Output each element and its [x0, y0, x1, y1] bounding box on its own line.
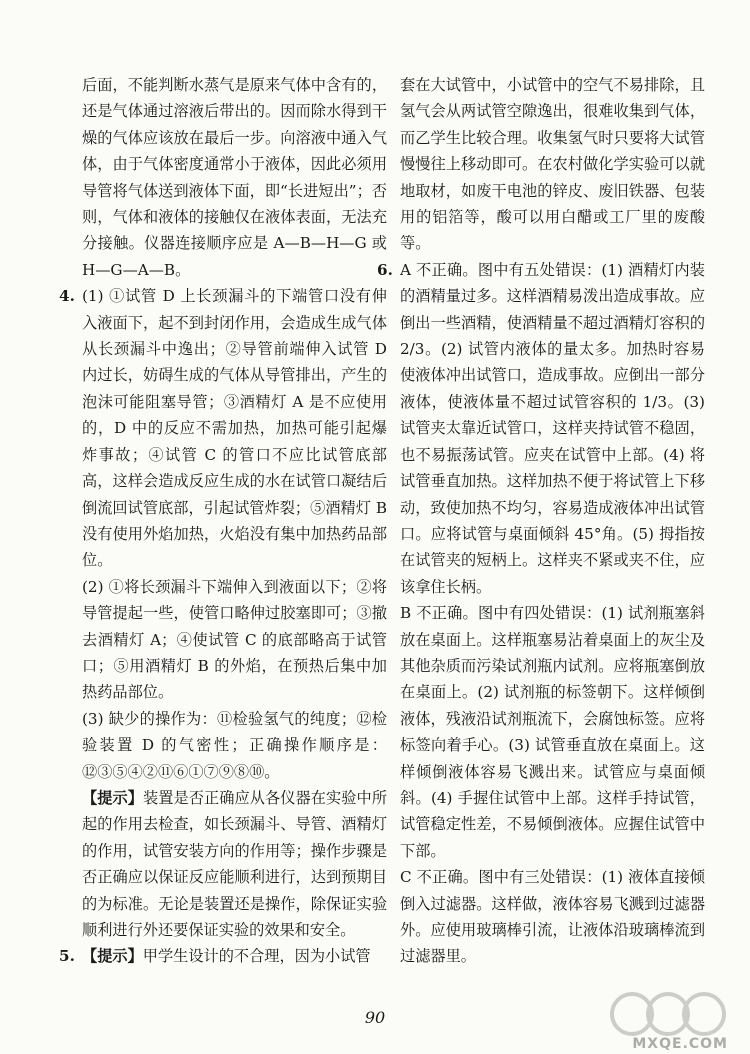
- answer-q6-a-text: A 不正确。图中有五处错误：(1) 酒精灯内装的酒精量过多。这样酒精易泼出造成事故。应倒出一些酒精，使酒精量不超过酒精灯容积的 2/3。(2) 试管内液体的量太多。加热时容易使液体冲出试管口，造成事故。应倒出一部分液体，使液体量不超过试管容积的 1/3。(3) 试管夹太靠近试管口，这样夹持试管不稳固，也不易振荡试管。应夹在试管中上部。(4) 将试管垂直加热。这样加热不便于将试管上下移动，致使加热不均匀，容易造成液体冲出试管口。应将试管与桌面倾斜 45°角。(5) 拇指按在试管夹的短柄上。这样夹不紧或夹不住，应该拿住长柄。: [400, 260, 705, 596]
- page-number: 90: [364, 1008, 386, 1027]
- question-number-6: 6.: [377, 260, 393, 279]
- question-number-4: 4.: [59, 287, 75, 306]
- left-column: [59, 72, 388, 970]
- hint-text: 装置是否正确应从各仪器在实验中所起的作用去检查，如长颈漏斗、导管、酒精灯的作用，试管安装方向的作用等；操作步骤是否正确应以保证反应能顺利进行，达到预期目的为标准。无论是装置还是操作，除保证实验顺利进行外还要保证实验的效果和安全。: [82, 788, 388, 939]
- answer-q5-start-text: 甲学生设计的不合理，因为小试管: [142, 947, 371, 966]
- answer-q4-part1: [59, 283, 387, 573]
- hint-label-q5: 【提示】: [82, 947, 143, 966]
- answer-q4-part1-text: (1) ①试管 D 上长颈漏斗的下端管口没有伸入液面下，起不到封闭作用，会造成生成气体从长颈漏斗中逸出；②导管前端伸入试管 D 内过长，妨碍生成的气体从导管排出，产生的泡沫可能阻塞导管；③酒精灯 A 是不应使用的，D 中的反应不需加热，加热可能引起爆炸事故；④试管 C 的管口不应比试管底部高，这样会造成反应生成的水在试管口凝结后倒流回试管底部，引起试管炸裂；⑤酒精灯 B 没有使用外焰加热，火焰没有集中加热药品部位。: [82, 287, 387, 570]
- watermark-text: MXQE.COM: [632, 1036, 728, 1052]
- question-number-5: 5.: [59, 947, 75, 966]
- answer-q4-part2: (2) ①将长颈漏斗下端伸入到液面以下；②将导管提起一些，使管口略伸过胶塞即可；③撤去酒精灯 A；④使试管 C 的底部略高于试管口；⑤用酒精灯 B 的外焰，在预热后集中加热药品部位。: [82, 577, 387, 702]
- answer-q5-continued: 套在大试管中，小试管中的空气不易排除，且氢气会从两试管空隙逸出，很难收集到气体，而乙学生比较合理。收集氢气时只要将大试管慢慢往上移动即可。在农村做化学实验可以就地取材，如废干电池的锌皮、废旧铁器、包装用的铝箔等，酸可以用白醋或工厂里的废酸等。: [400, 76, 705, 253]
- right-column: [377, 72, 705, 970]
- answer-q6-a: [377, 257, 705, 600]
- answer-q6-c: C 不正确。图中有三处错误：(1) 液体直接倾倒入过滤器。这样做，液体容易飞溅到过滤器外。应使用玻璃棒引流，让液体沿玻璃棒流到过滤器里。: [400, 868, 705, 966]
- answer-q6-b: B 不正确。图中有四处错误：(1) 试剂瓶塞斜放在桌面上。这样瓶塞易沾着桌面上的灰尘及其他杂质而污染试剂瓶内试剂。应将瓶塞倒放在桌面上。(2) 试剂瓶的标签朝下。这样倾倒液体，残液沿试剂瓶流下，会腐蚀标签。应将标签向着手心。(3) 试管垂直放在桌面上。这样倾倒液体容易飞溅出来。试管应与桌面倾斜。(4) 手握住试管中上部。这样手持试管，试管稳定性差，不易倾倒液体。应握住试管中下部。: [400, 604, 705, 860]
- hint-label: 【提示】: [82, 788, 144, 807]
- answer-q4-part3: (3) 缺少的操作为：⑪检验氢气的纯度；⑫检验装置 D 的气密性；正确操作顺序是：⑫③⑤④②⑪⑥①⑦⑨⑧⑩。: [82, 709, 387, 781]
- answer-q5-start: [59, 943, 387, 969]
- paragraph-q3-continued: 后面，不能判断水蒸气是原来气体中含有的，还是气体通过溶液后带出的。因而除水得到干燥的气体应该放在最后一步。向溶液中通入气体，由于气体密度通常小于液体，因此必须用导管将气体送到液体下面，即“长进短出”；否则，气体和液体的接触仅在液体表面，无法充分接触。仪器连接顺序应是 A—B—H—G 或 H—G—A—B。: [82, 76, 387, 279]
- answer-q4-hint: [82, 785, 387, 943]
